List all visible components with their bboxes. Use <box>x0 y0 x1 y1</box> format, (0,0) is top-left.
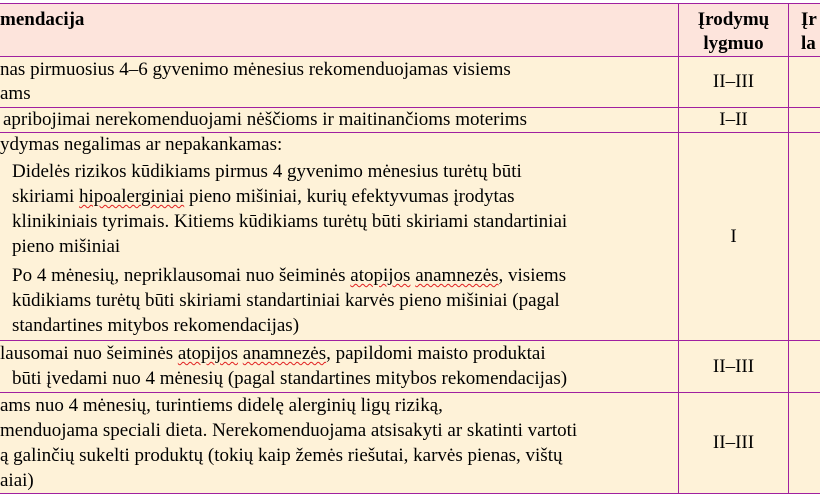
row2-level: I–II <box>719 109 748 130</box>
table-row <box>0 56 820 107</box>
row1-level: II–III <box>712 71 755 92</box>
table-row <box>0 107 820 132</box>
row3-item2-line3: standartines mitybos rekomendacijas) <box>12 315 300 336</box>
row3-level: I <box>730 226 737 247</box>
recommendation-cell <box>0 133 679 340</box>
row3-item1-line2 <box>12 185 515 209</box>
row4-level: II–III <box>712 356 755 377</box>
row5-line3: ą galinčių sukelti produktų (tokių kaip žemės riešutai, karvės pienas, vištų <box>0 445 563 466</box>
row4-line2: būti įvedami nuo 4 mėnesių (pagal standartines mitybos rekomendacijas) <box>12 368 568 389</box>
row4-line1-start: lausomai nuo šeiminės <box>0 343 178 364</box>
third-cell <box>789 133 820 340</box>
third-cell <box>789 393 820 493</box>
header-third-line1: Įr <box>801 9 817 30</box>
row5-line4: aiai) <box>0 470 34 491</box>
recommendation-cell <box>0 108 679 132</box>
evidence-level-cell <box>679 341 789 392</box>
evidence-level-cell <box>679 393 789 493</box>
table-row <box>0 132 820 340</box>
header-recommendation: mendacija <box>0 9 85 30</box>
row1-line1: nas pirmuosius 4–6 gyvenimo mėnesius rekomenduojamas visiems <box>0 59 511 80</box>
row3-item1-line2-start: skiriami <box>12 186 80 207</box>
evidence-level-cell <box>679 133 789 340</box>
evidence-level-cell <box>679 57 789 107</box>
third-cell <box>789 341 820 392</box>
spellcheck-underlined-word: atopijos <box>177 343 239 364</box>
header-evidence-level-cell <box>679 4 789 56</box>
recommendation-cell <box>0 57 679 107</box>
row4-line1-end: , papildomi maisto produktai <box>326 343 546 364</box>
header-third-cell <box>789 4 820 56</box>
header-recommendation-cell <box>0 4 679 56</box>
row3-item2-line2: kūdikiams turėtų būti skiriami standartiniai karvės pieno mišiniai (pagal <box>12 290 560 311</box>
row5-line2: menduojama speciali dieta. Nerekomenduojama atsisakyti ar skatinti vartoti <box>0 420 578 441</box>
row5-level: II–III <box>712 432 755 453</box>
recommendation-cell <box>0 393 679 493</box>
row3-item2-line1-start: Po 4 mėnesių, nepriklausomai nuo šeiminės <box>12 265 351 286</box>
row3-item2-line1-end: , visiems <box>498 265 567 286</box>
row1-line2: ams <box>0 83 31 104</box>
table-row <box>0 340 820 392</box>
spellcheck-underlined-word: hipoalerginiai <box>79 186 185 207</box>
row3-item1-line1: Didelės rizikos kūdikiams pirmus 4 gyvenimo mėnesius turėtų būti <box>12 161 522 182</box>
spellcheck-underlined-word: anamnezės <box>415 265 499 286</box>
row3-item1-line2-end: pieno mišiniai, kurių efektyvumas įrodytas <box>184 186 515 207</box>
row3-item1-line4: pieno mišiniai <box>12 236 121 257</box>
spellcheck-underlined-word: anamnezės <box>242 343 327 364</box>
row2-line1: apribojimai nerekomenduojami nėščioms ir maitinančioms moterims <box>3 109 527 130</box>
evidence-level-cell <box>679 108 789 132</box>
header-evidence-level-line2: lygmuo <box>703 33 764 54</box>
third-cell <box>789 57 820 107</box>
row3-item1-line3: klinikiniais tyrimais. Kitiems kūdikiams turėtų būti skiriami standartiniai <box>12 211 568 232</box>
header-third-line2: la <box>801 33 816 54</box>
row3-item2-line1 <box>12 264 566 288</box>
third-cell <box>789 108 820 132</box>
header-evidence-level-line1: Įrodymų <box>697 9 770 30</box>
table-row <box>0 392 820 494</box>
row3-intro: ydymas negalimas ar nepakankamas: <box>0 134 283 155</box>
row4-line1 <box>0 342 546 366</box>
table-header-row <box>0 3 820 56</box>
row5-line1: ams nuo 4 mėnesių, turintiems didelę alerginių ligų riziką, <box>0 395 443 416</box>
recommendation-cell <box>0 341 679 392</box>
spellcheck-underlined-word: atopijos <box>350 265 411 286</box>
